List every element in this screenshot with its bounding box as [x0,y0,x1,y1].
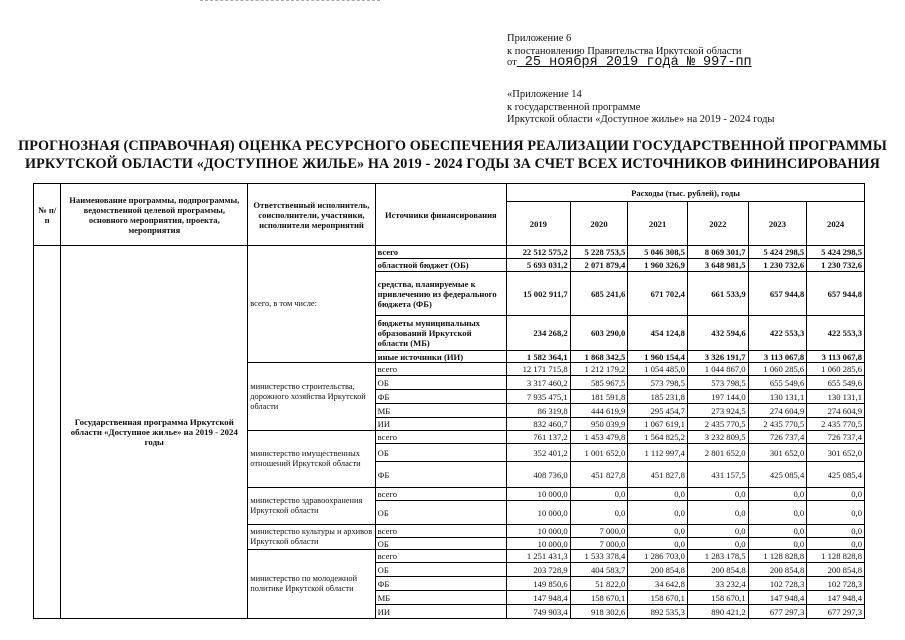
value-cell: 726 737,4 [807,431,865,444]
value-cell: 1 453 479,8 [570,431,628,444]
value-cell: 661 533,9 [687,272,748,316]
source-cell: ОБ [375,376,506,390]
value-cell: 234 268,2 [507,316,571,351]
value-cell: 408 736,0 [507,462,571,488]
value-cell: 301 652,0 [748,444,807,462]
source-cell: ОБ [375,538,506,550]
table-row [34,246,865,259]
source-cell: ФБ [375,462,506,488]
doc-title-line2: ИРКУТСКОЙ ОБЛАСТИ «ДОСТУПНОЕ ЖИЛЬЕ» НА 2019 - 2024 ГОДЫ ЗА СЧЕТ ВСЕХ ИСТОЧНИКОВ ФИНИНСИРОВАНИЯ [25,156,880,172]
value-cell: 200 854,8 [628,563,688,577]
value-cell: 10 000,0 [507,488,571,501]
value-cell: 295 454,7 [628,404,688,418]
value-cell: 0,0 [807,501,865,525]
value-cell: 0,0 [687,501,748,525]
value-cell: 892 535,3 [628,605,688,619]
value-cell: 2 801 652,0 [687,444,748,462]
value-cell: 425 085,4 [807,462,865,488]
source-cell: ФБ [375,577,506,591]
value-cell: 3 326 191,7 [687,351,748,363]
value-cell: 5 693 031,2 [507,259,571,272]
value-cell: 2 435 770,5 [748,418,807,431]
value-cell: 0,0 [748,488,807,501]
row-number-cell [34,246,61,619]
header-source: Источники финансирования [375,184,506,246]
doc-title-line1: ПРОГНОЗНАЯ (СПРАВОЧНАЯ) ОЦЕНКА РЕСУРСНОГО ОБЕСПЕЧЕНИЯ РЕАЛИЗАЦИИ ГОСУДАРСТВЕННОЙ ПРОГРАММЫ [18,138,887,154]
value-cell: 1 060 285,6 [807,363,865,376]
year-header: 2023 [748,202,807,246]
header-exec: Ответственный исполнитель, соисполнители, участники, исполнители мероприятий [248,184,375,246]
year-header: 2022 [687,202,748,246]
value-cell: 0,0 [628,538,688,550]
value-cell: 655 549,6 [748,376,807,390]
value-cell: 890 421,2 [687,605,748,619]
year-header: 2021 [628,202,688,246]
value-cell: 181 591,8 [570,390,628,404]
value-cell: 425 085,4 [748,462,807,488]
value-cell: 1 212 179,2 [570,363,628,376]
header-name: Наименование программы, подпрограммы, ведомственной целевой программы, основного мероприятия, проекта, мероприятия [61,184,248,246]
source-cell: всего [375,488,506,501]
value-cell: 0,0 [570,501,628,525]
value-cell: 5 046 308,5 [628,246,688,259]
executor-cell: всего, в том числе: [248,246,375,363]
value-cell: 147 948,4 [807,591,865,605]
source-cell: ОБ [375,501,506,525]
value-cell: 761 137,2 [507,431,571,444]
value-cell: 1 564 825,2 [628,431,688,444]
value-cell: 0,0 [807,488,865,501]
value-cell: 422 553,3 [807,316,865,351]
value-cell: 918 302,6 [570,605,628,619]
header-line6: Иркутской области «Доступное жилье» на 2019 - 2024 годы [507,114,775,125]
value-cell: 7 000,0 [570,525,628,538]
value-cell: 149 850,6 [507,577,571,591]
value-cell: 200 854,8 [807,563,865,577]
value-cell: 352 401,2 [507,444,571,462]
value-cell: 657 944,8 [807,272,865,316]
value-cell: 51 822,0 [570,577,628,591]
value-cell: 3 113 067,8 [807,351,865,363]
value-cell: 1 128 828,8 [807,550,865,563]
value-cell: 1 230 732,6 [807,259,865,272]
value-cell: 950 039,9 [570,418,628,431]
value-cell: 726 737,4 [748,431,807,444]
value-cell: 1 960 154,4 [628,351,688,363]
value-cell: 5 228 753,5 [570,246,628,259]
value-cell: 451 827,8 [570,462,628,488]
header-no: № п/п [34,184,61,246]
value-cell: 677 297,3 [807,605,865,619]
value-cell: 1 067 619,1 [628,418,688,431]
header-date: 25 ноября 2019 года № 997-пп [516,55,752,70]
value-cell: 86 319,8 [507,404,571,418]
value-cell: 102 728,3 [748,577,807,591]
source-cell: всего [375,431,506,444]
source-cell: МБ [375,591,506,605]
value-cell: 2 435 770,5 [687,418,748,431]
scan-edge-marks [200,0,380,3]
value-cell: 10 000,0 [507,538,571,550]
source-cell: всего [375,550,506,563]
source-cell: ИИ [375,605,506,619]
value-cell: 33 232,4 [687,577,748,591]
value-cell: 203 728,9 [507,563,571,577]
value-cell: 147 948,4 [507,591,571,605]
value-cell: 1 960 326,9 [628,259,688,272]
value-cell: 573 798,5 [687,376,748,390]
source-cell: областной бюджет (ОБ) [375,259,506,272]
value-cell: 8 069 301,7 [687,246,748,259]
value-cell: 1 001 652,0 [570,444,628,462]
value-cell: 130 131,1 [748,390,807,404]
value-cell: 1 230 732,6 [748,259,807,272]
value-cell: 10 000,0 [507,501,571,525]
value-cell: 657 944,8 [748,272,807,316]
value-cell: 200 854,8 [748,563,807,577]
value-cell: 0,0 [807,525,865,538]
value-cell: 2 071 879,4 [570,259,628,272]
value-cell: 12 171 715,8 [507,363,571,376]
value-cell: 0,0 [748,538,807,550]
value-cell: 422 553,3 [748,316,807,351]
source-cell: иные источники (ИИ) [375,351,506,363]
value-cell: 1 112 997,4 [628,444,688,462]
value-cell: 585 967,5 [570,376,628,390]
value-cell: 677 297,3 [748,605,807,619]
value-cell: 1 060 285,6 [748,363,807,376]
header-date-prefix: от [507,57,517,68]
source-cell: ФБ [375,390,506,404]
value-cell: 158 670,1 [570,591,628,605]
value-cell: 15 002 911,7 [507,272,571,316]
value-cell: 200 854,8 [687,563,748,577]
value-cell: 0,0 [807,538,865,550]
executor-cell: министерство строительства, дорожного хозяйства Иркутской области [248,363,375,431]
value-cell: 603 290,0 [570,316,628,351]
header-line4: «Приложение 14 [507,89,582,100]
value-cell: 301 652,0 [807,444,865,462]
value-cell: 130 131,1 [807,390,865,404]
executor-cell: министерство здравоохранения Иркутской области [248,488,375,525]
source-cell: всего [375,363,506,376]
value-cell: 7 935 475,1 [507,390,571,404]
source-cell: всего [375,525,506,538]
value-cell: 273 924,5 [687,404,748,418]
source-cell: ОБ [375,563,506,577]
value-cell: 0,0 [628,525,688,538]
value-cell: 1 054 485,0 [628,363,688,376]
value-cell: 671 702,4 [628,272,688,316]
value-cell: 0,0 [687,538,748,550]
value-cell: 655 549,6 [807,376,865,390]
year-header: 2019 [507,202,571,246]
value-cell: 0,0 [687,488,748,501]
value-cell: 451 827,8 [628,462,688,488]
value-cell: 454 124,8 [628,316,688,351]
source-cell: всего [375,246,506,259]
header-line2: к постановлению Правительства Иркутской области [507,46,742,57]
value-cell: 3 232 809,5 [687,431,748,444]
value-cell: 274 604,9 [807,404,865,418]
value-cell: 685 241,6 [570,272,628,316]
value-cell: 431 157,5 [687,462,748,488]
value-cell: 1 251 431,3 [507,550,571,563]
source-cell: ИИ [375,418,506,431]
value-cell: 10 000,0 [507,525,571,538]
value-cell: 0,0 [628,488,688,501]
value-cell: 1 533 378,4 [570,550,628,563]
executor-cell: министерство по молодежной политике Иркутской области [248,550,375,619]
value-cell: 0,0 [570,488,628,501]
executor-cell: министерство имущественных отношений Иркутской области [248,431,375,488]
value-cell: 158 670,1 [687,591,748,605]
executor-cell: министерство культуры и архивов Иркутской области [248,525,375,550]
value-cell: 158 670,1 [628,591,688,605]
value-cell: 432 594,6 [687,316,748,351]
header-line5: к государственной программе [507,102,641,113]
source-cell: бюджеты муниципальных образований Иркутской области (МБ) [375,316,506,351]
value-cell: 404 583,7 [570,563,628,577]
resource-table [33,183,865,619]
source-cell: МБ [375,404,506,418]
value-cell: 0,0 [748,525,807,538]
value-cell: 102 728,3 [807,577,865,591]
value-cell: 1 286 703,0 [628,550,688,563]
value-cell: 3 648 981,5 [687,259,748,272]
value-cell: 832 460,7 [507,418,571,431]
value-cell: 0,0 [628,501,688,525]
header-expenses: Расходы (тыс. рублей), годы [507,184,865,202]
value-cell: 0,0 [748,501,807,525]
value-cell: 1 868 342,5 [570,351,628,363]
source-cell: ОБ [375,444,506,462]
value-cell: 1 044 867,0 [687,363,748,376]
header-line3 [507,57,752,69]
value-cell: 274 604,9 [748,404,807,418]
value-cell: 7 000,0 [570,538,628,550]
value-cell: 5 424 298,5 [807,246,865,259]
value-cell: 3 317 460,2 [507,376,571,390]
value-cell: 1 582 364,1 [507,351,571,363]
value-cell: 185 231,8 [628,390,688,404]
value-cell: 3 113 067,8 [748,351,807,363]
value-cell: 444 619,9 [570,404,628,418]
value-cell: 2 435 770,5 [807,418,865,431]
source-cell: средства, планируемые к привлечению из федерального бюджета (ФБ) [375,272,506,316]
header-line1: Приложение 6 [507,33,572,44]
year-header: 2024 [807,202,865,246]
value-cell: 1 128 828,8 [748,550,807,563]
program-name: Государственная программа Иркутской области «Доступное жилье» на 2019 - 2024 годы [61,246,248,619]
value-cell: 573 798,5 [628,376,688,390]
value-cell: 197 144,0 [687,390,748,404]
value-cell: 147 948,4 [748,591,807,605]
value-cell: 749 903,4 [507,605,571,619]
value-cell: 1 283 178,5 [687,550,748,563]
value-cell: 34 642,8 [628,577,688,591]
value-cell: 22 512 575,2 [507,246,571,259]
value-cell: 5 424 298,5 [748,246,807,259]
value-cell: 0,0 [687,525,748,538]
year-header: 2020 [570,202,628,246]
